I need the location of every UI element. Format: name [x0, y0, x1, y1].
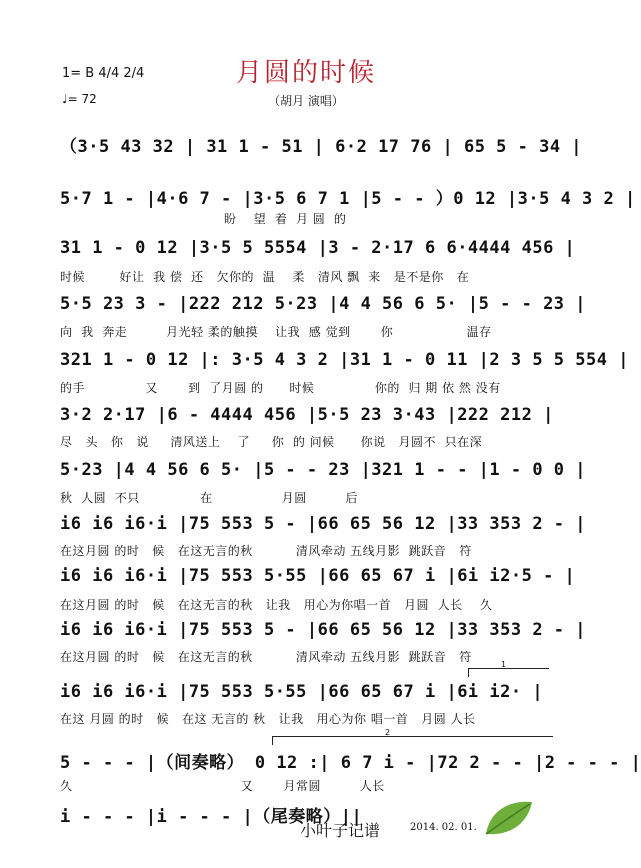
lyric-line: 尽 头 你 说 清风送上 了 你 的 问候 你说 月圆不 只在深	[60, 435, 483, 449]
notation-line: 31 1 - 0 12 |3·5 5 5554 |3 - 2·17 6 6·4444 456 |	[60, 238, 576, 258]
transcriber-signature: 小叶子记谱	[300, 821, 381, 840]
volta-bracket-2: 2	[272, 736, 553, 745]
notation-line: 5·7 1 - |4·6 7 - |3·5 6 7 1 |5 - - ）0 12 |3·5 4 3 2 |	[60, 189, 636, 209]
lyric-line: 在这月圆 的时 候 在这无言的秋 清风牵动 五线月影 跳跃音 符	[60, 650, 472, 664]
notation-line: 321 1 - 0 12 |: 3·5 4 3 2 |31 1 - 0 11 |2 3 5 5 554 |	[60, 350, 629, 370]
lyric-line: 向 我 奔走 月光轻 柔的触摸 让我 感 觉到 你 温存	[60, 325, 492, 339]
notation-line: i6 i6 i6·i |75 553 5 - |66 65 56 12 |33 353 2 - |	[60, 514, 587, 534]
song-subtitle: （胡月 演唱）	[268, 94, 344, 108]
lyric-line: 久 又 月常圆 人长	[60, 779, 385, 793]
leaf-icon	[478, 796, 538, 840]
lyric-line: 在这月圆 的时 候 在这无言的秋 让我 用心为你唱一首 月圆 人长 久	[60, 598, 493, 612]
lyric-line: 在这 月圆 的时 候 在这 无言的 秋 让我 用心为你 唱一首 月圆 人长	[60, 712, 476, 726]
lyric-line: 的手 又 到 了月圆 的 时候 你的 归 期 依 然 没有	[60, 381, 501, 395]
notation-line: i - - - |i - - - |（尾奏略）||	[60, 807, 363, 827]
tempo-marking: ♩= 72	[62, 92, 97, 106]
lyric-line: 在这月圆 的时 候 在这无言的秋 清风牵动 五线月影 跳跃音 符	[60, 544, 472, 558]
notation-line: i6 i6 i6·i |75 553 5·55 |66 65 67 i |6i i2·5 - |	[60, 566, 576, 586]
notation-line: 5·23 |4 4 56 6 5· |5 - - 23 |321 1 - - |1 - 0 0 |	[60, 460, 587, 480]
notation-line: i6 i6 i6·i |75 553 5 - |66 65 56 12 |33 353 2 - |	[60, 620, 587, 640]
lyric-line: 时候 好让 我 偿 还 欠你的 温 柔 清风 飘 来 是不是你 在	[60, 270, 470, 284]
volta-bracket-1: 1	[468, 668, 549, 677]
transcription-date: 2014. 02. 01.	[410, 822, 477, 833]
lyric-line: 秋 人圆 不只 在 月圆 后	[60, 491, 359, 505]
notation-line: （3·5 43 32 | 31 1 - 51 | 6·2 17 76 | 65 5 - 34 |	[60, 137, 583, 157]
notation-line: 5 - - - |（间奏略） 0 12 :| 6 7 i - |72 2 - - |2 - - - |	[60, 753, 641, 773]
song-title: 月圆的时候	[235, 58, 376, 88]
notation-line: 3·2 2·17 |6 - 4444 456 |5·5 23 3·43 |222 212 |	[60, 405, 554, 425]
notation-line: i6 i6 i6·i |75 553 5·55 |66 65 67 i |6i i2· |	[60, 682, 544, 702]
notation-line: 5·5 23 3 - |222 212 5·23 |4 4 56 6 5· |5 - - 23 |	[60, 294, 587, 314]
lyric-line: 盼 望 着 月 圆 的	[60, 212, 347, 226]
key-signature: 1= B 4/4 2/4	[62, 66, 145, 81]
